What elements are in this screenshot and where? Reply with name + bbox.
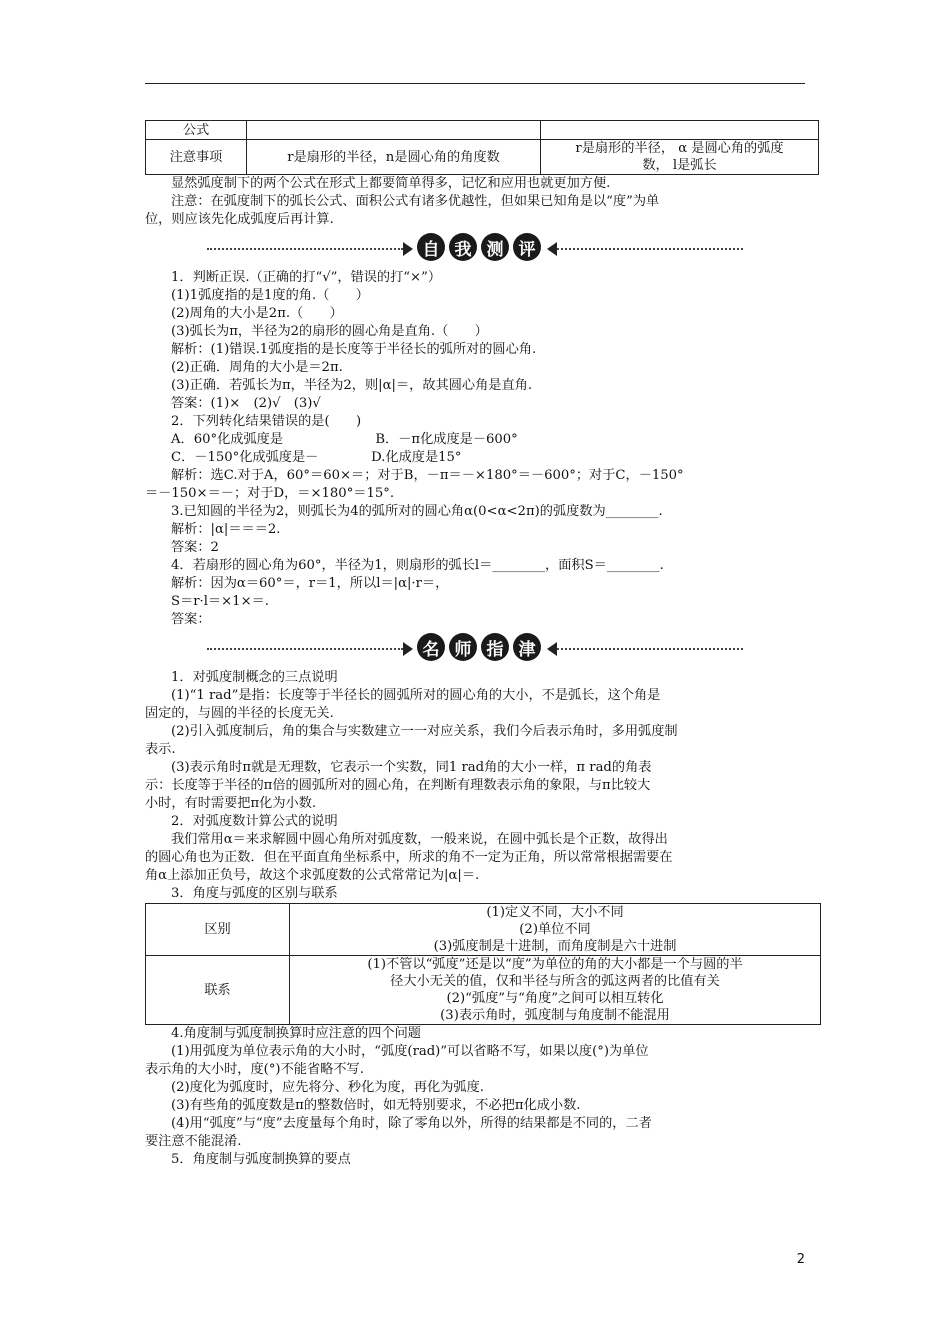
banner-dots-right bbox=[557, 248, 743, 250]
guide-line: 小时，有时需要把π化为小数. bbox=[145, 796, 317, 811]
self-test-section bbox=[145, 269, 817, 629]
compare-table bbox=[145, 903, 821, 1025]
guide-section bbox=[145, 669, 817, 903]
banner-char: 师 bbox=[449, 633, 477, 661]
banner-char: 津 bbox=[513, 633, 541, 661]
relation-item: (2)“弧度”与“角度”之间可以相互转化 bbox=[446, 991, 664, 1006]
self-test-line: (3)弧长为π，半径为2的扇形的圆心角是直角.（ ） bbox=[171, 324, 488, 339]
banner-dots-right bbox=[557, 648, 743, 650]
banner-char: 指 bbox=[481, 633, 509, 661]
guide-banner bbox=[145, 631, 817, 667]
self-test-line: 2．下列转化结果错误的是( ) bbox=[171, 414, 362, 429]
header-rule bbox=[145, 83, 805, 84]
self-test-line: 4．若扇形的圆心角为60°，半径为1，则扇形的弧长l＝________，面积S＝________. bbox=[171, 558, 664, 573]
page-number: 2 bbox=[796, 1252, 805, 1267]
formula-table bbox=[145, 120, 819, 175]
intro-paragraph-2a: 注意：在弧度制下的弧长公式、面积公式有诸多优越性，但如果已知角是以“度”为单 bbox=[171, 194, 660, 209]
banner-char: 名 bbox=[417, 633, 445, 661]
notes-radian-line2: 数， l是弧长 bbox=[642, 158, 717, 173]
banner-title bbox=[417, 633, 541, 661]
guide-line: (2)引入弧度制后，角的集合与实数建立一一对应关系，我们今后表示角时，多用弧度制 bbox=[171, 724, 678, 739]
diff-label: 区别 bbox=[146, 904, 290, 956]
guide-heading: 3．角度与弧度的区别与联系 bbox=[171, 886, 338, 901]
relation-item: (1)不管以“弧度”还是以“度”为单位的角的大小都是一个与圆的半 bbox=[367, 957, 743, 972]
diff-item: (3)弧度制是十进制，而角度制是六十进制 bbox=[433, 939, 677, 954]
formula-radian-cell bbox=[541, 121, 819, 140]
banner-arrow-right-icon bbox=[547, 642, 557, 656]
diff-item: (1)定义不同，大小不同 bbox=[486, 905, 624, 920]
self-test-line: 1．判断正误.（正确的打“√”，错误的打“×”） bbox=[171, 270, 442, 285]
formula-degree-cell bbox=[247, 121, 541, 140]
intro-paragraph-1: 显然弧度制下的两个公式在形式上都要简单得多，记忆和应用也就更加方便. bbox=[171, 176, 611, 191]
relation-content bbox=[290, 956, 821, 1025]
guide-line: 的圆心角也为正数．但在平面直角坐标系中，所求的角不一定为正角，所以常常根据需要在 bbox=[145, 850, 673, 865]
relation-label: 联系 bbox=[146, 956, 290, 1025]
relation-item: 径大小无关的值，仅和半径与所含的弧这两者的比值有关 bbox=[390, 974, 720, 989]
guide-line: (1)“1 rad”是指：长度等于半径长的圆弧所对的圆心角的大小，不是弧长，这个角是 bbox=[171, 688, 661, 703]
issues-line: (4)用“弧度”与“度”去度量每个角时，除了零角以外，所得的结果都是不同的，二者 bbox=[171, 1116, 652, 1131]
self-test-line: 答案： bbox=[171, 612, 211, 627]
notes-degree-cell: r是扇形的半径，n是圆心角的角度数 bbox=[247, 140, 541, 175]
notes-radian-line1: r是扇形的半径， α 是圆心角的弧度 bbox=[575, 141, 784, 156]
self-test-line: S＝r·l＝×1×＝. bbox=[171, 594, 269, 609]
intro-paragraph-2b: 位，则应该先化成弧度后再计算. bbox=[145, 212, 334, 227]
document-body bbox=[145, 120, 817, 1169]
formula-label: 公式 bbox=[146, 121, 247, 140]
issues-line: 要注意不能混淆. bbox=[145, 1134, 242, 1149]
issues-line: 表示角的大小时，度(°)不能省略不写. bbox=[145, 1062, 364, 1077]
self-test-line: A．60°化成弧度是 B．－π化成度是－600° bbox=[171, 432, 518, 447]
issues-line: (1)用弧度为单位表示角的大小时，“弧度(rad)”可以省略不写，如果以度(°)为单位 bbox=[171, 1044, 649, 1059]
banner-arrow-left-icon bbox=[403, 642, 413, 656]
banner-char: 测 bbox=[481, 233, 509, 261]
self-test-line: 解析：选C.对于A，60°＝60×＝；对于B，－π＝－×180°＝－600°；对于C，－150° bbox=[171, 468, 684, 483]
banner-char: 我 bbox=[449, 233, 477, 261]
self-test-line: 答案：(1)× (2)√ (3)√ bbox=[171, 396, 321, 411]
self-test-line: (3)正确．若弧长为π，半径为2，则|α|＝，故其圆心角是直角. bbox=[171, 378, 533, 393]
guide-line: 固定的，与圆的半径的长度无关. bbox=[145, 706, 334, 721]
banner-arrow-left-icon bbox=[403, 242, 413, 256]
notes-label: 注意事项 bbox=[146, 140, 247, 175]
guide-line: 角α上添加正负号，故这个求弧度数的公式常常记为|α|＝. bbox=[145, 868, 480, 883]
guide-line: 我们常用α＝来求解圆中圆心角所对弧度数，一般来说，在圆中弧长是个正数，故得出 bbox=[171, 832, 668, 847]
self-test-line: 解析：(1)错误.1弧度指的是长度等于半径长的弧所对的圆心角. bbox=[171, 342, 537, 357]
diff-content bbox=[290, 904, 821, 956]
guide-heading: 2．对弧度数计算公式的说明 bbox=[171, 814, 338, 829]
self-test-line: (1)1弧度指的是1度的角.（ ） bbox=[171, 288, 369, 303]
issues-line: (3)有些角的弧度数是π的整数倍时，如无特别要求，不必把π化成小数. bbox=[171, 1098, 581, 1113]
self-test-line: 解析：|α|＝＝＝2. bbox=[171, 522, 281, 537]
guide-line: 表示. bbox=[145, 742, 176, 757]
banner-arrow-right-icon bbox=[547, 242, 557, 256]
banner-char: 自 bbox=[417, 233, 445, 261]
banner-dots-left bbox=[207, 248, 403, 250]
guide-line: (3)表示角时π就是无理数，它表示一个实数，同1 rad角的大小一样，π rad的角表 bbox=[171, 760, 652, 775]
issues-line: (2)度化为弧度时，应先将分、秒化为度，再化为弧度. bbox=[171, 1080, 484, 1095]
self-test-banner bbox=[145, 231, 817, 267]
self-test-line: 答案：2 bbox=[171, 540, 219, 555]
self-test-line: 3.已知圆的半径为2，则弧长为4的弧所对的圆心角α(0<α<2π)的弧度数为________. bbox=[171, 504, 663, 519]
issues-heading: 5．角度制与弧度制换算的要点 bbox=[171, 1152, 351, 1167]
issues-section bbox=[145, 1025, 817, 1169]
banner-dots-left bbox=[207, 648, 403, 650]
notes-radian-cell bbox=[541, 140, 819, 175]
diff-item: (2)单位不同 bbox=[519, 922, 591, 937]
self-test-line: ＝－150×＝－；对于D，＝×180°＝15°. bbox=[145, 486, 395, 501]
self-test-line: (2)周角的大小是2π.（ ） bbox=[171, 306, 343, 321]
banner-char: 评 bbox=[513, 233, 541, 261]
issues-heading: 4.角度制与弧度制换算时应注意的四个问题 bbox=[171, 1026, 421, 1041]
self-test-line: C．－150°化成弧度是－ D.化成度是15° bbox=[171, 450, 462, 465]
self-test-line: (2)正确．周角的大小是＝2π. bbox=[171, 360, 343, 375]
self-test-line: 解析：因为α＝60°＝，r＝1，所以l＝|α|·r＝， bbox=[171, 576, 449, 591]
guide-heading: 1．对弧度制概念的三点说明 bbox=[171, 670, 338, 685]
guide-line: 示：长度等于半径的π倍的圆弧所对的圆心角，在判断有理数表示角的象限，与π比较大 bbox=[145, 778, 651, 793]
banner-title bbox=[417, 233, 541, 261]
relation-item: (3)表示角时，弧度制与角度制不能混用 bbox=[440, 1008, 670, 1023]
